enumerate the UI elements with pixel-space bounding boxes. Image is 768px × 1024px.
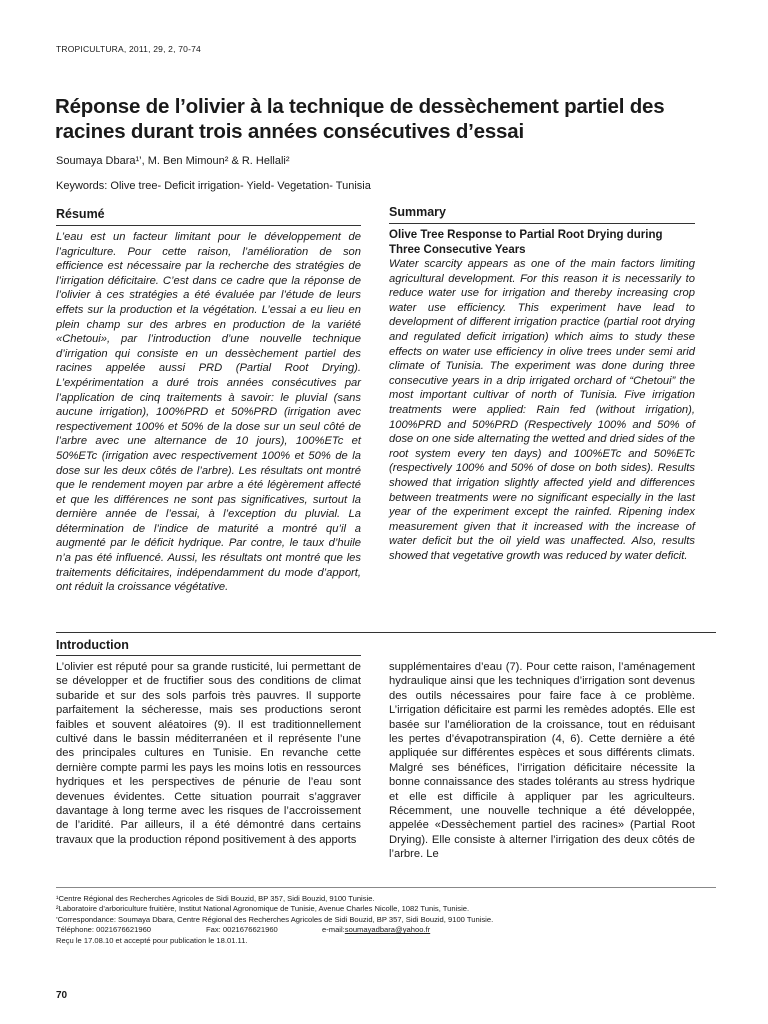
introduction-rule (56, 655, 361, 656)
summary-title: Olive Tree Response to Partial Root Drying during Three Consecutive Years (389, 229, 663, 256)
journal-citation: TROPICULTURA, 2011, 29, 2, 70-74 (56, 44, 201, 54)
summary-text: Water scarcity appears as one of the main factors limiting agricultural development. For this reason it is necessarily to reduce water use for irrigation and thereby increasing crop water use efficiency. This experiment have lead to development of different irrigation practice (partial root drying and regulated deficit irrigation) which aims to study these effects on water use efficiency in olive trees under semi arid climate of Tunisia. The experiment was done during three consecutive years in a drip irrigated orchard of “Chetoui” the most important cultivar of north of Tunisia. Five irrigation treatments were applied: Rain fed (without irrigation), 100%PRD and 50%PRD (Respectively 100% and 50% of dose on one side alternating the wetted and dried sides of the root system every ten days) and 100%ETc and 50%ETc (respectively 100% and 50% of dose on both sides). Results showed that irrigation slightly affected yield and differences between treatments were no significant especially in the last year of the experiment except the rainfed. Ripening index measurement given that it increased with the increase of water deficit but the oil yield was unaffected. Also, results showed that vegetative growth was reduced by water deficit. (389, 258, 695, 562)
resume-heading: Résumé (56, 207, 105, 221)
footnote-correspondence: ’Correspondance: Soumaya Dbara, Centre Régional des Recherches Agricoles de Sidi Bouzid, BP 357, Sidi Bouzid, 9100 Tunisie. (56, 914, 494, 924)
footnote-affiliation-1: ¹Centre Régional des Recherches Agricoles de Sidi Bouzid, BP 357, Sidi Bouzid, 9100 Tunisie. (56, 894, 375, 903)
section-divider (56, 632, 716, 633)
resume-text: L’eau est un facteur limitant pour le développement de l’agriculture. Pour cette raison, l’amélioration de son efficience est nécessaire par la recherche des stratégies de l’irrigation déficitaire. C’est dans ce cadre que la réponse de l’olivier à ces stratégies a été évaluée par l’étude de leurs effets sur la production et la végétation. L’essai a eu lieu en plein champ sur des arbres en production de la variété «Chetoui», par l’introduction d’une nouvelle technique d’irrigation qui consiste en un dessèchement partiel des racines appelée aussi PRD (Partial Root Drying). L’expérimentation a duré trois années consécutives par l’application de cinq traitements à savoir: le pluvial (sans aucune irrigation), 100%PRD et 50%PRD (irrigation avec respectivement 100% et 50% de la dose sur un seul côté de l’arbre avec une alternance de 10 jours), 100%ETc et 50%ETc (irrigation avec respectivement 100% et 50% de la dose sur les deux côtés de l’arbre). Les résultats ont montré que le rendement moyen par arbre a été légèrement affecté et que les différences ne sont pas significatives, surtout la dernière année de l’essai, à l’exception du pluvial. La détermination de l’indice de maturité a montré qu’il a augmenté par le déficit hydrique. Par contre, le taux d’huile n’a pas été influencé. Aussi, les résultats ont montré que les traitements déficitaires, indépendamment du mode d’apport, ont réduit la croissance végétative. (56, 231, 361, 594)
footnotes (56, 894, 716, 946)
footnote-email-label: e-mail: (322, 925, 345, 935)
footnote-divider (56, 887, 716, 888)
article-title: Réponse de l’olivier à la technique de dessèchement partiel des racines durant trois années consécutives d’essai (55, 95, 665, 143)
author-list: Soumaya Dbara¹’, M. Ben Mimoun² & R. Hellali² (56, 155, 290, 167)
resume-rule (56, 225, 361, 226)
introduction-heading: Introduction (56, 638, 129, 652)
summary-heading: Summary (389, 205, 446, 219)
footnote-affiliation-2: ²Laboratoire d’arboriculture fruitière, Institut National Agronomique de Tunisie, Avenue Charles Nicolle, 1082 Tunis, Tunisie. (56, 904, 470, 914)
keywords-line: Keywords: Olive tree- Deficit irrigation- Yield- Vegetation- Tunisia (56, 180, 371, 192)
footnote-phone: Téléphone: 0021676621960 (56, 925, 152, 935)
footnote-received: Reçu le 17.08.10 et accepté pour publication le 18.01.11. (56, 935, 248, 945)
page-number: 70 (56, 990, 68, 1001)
summary-rule (389, 223, 695, 224)
introduction-column-1: L’olivier est réputé pour sa grande rusticité, lui permettant de se développer et de fructifier sous des conditions de climat subaride et sur des sols parfois très pauvres. Il supporte parfaitement la sécheresse, mais ses productions seront faibles et souvent aléatoires (9). Il est traditionnellement cultivé dans le bassin méditerranéen et il représente l’une des principales cultures en Tunisie. En revanche cette dernière compte parmi les pays les moins lotis en ressources hydriques et les perspectives de pénurie de l’eau sont devenues évidentes. Cette situation pourrait s’aggraver davantage à long terme avec les risques de l’accroissement de l’aridité. Par ailleurs, il a été démontré dans certains travaux que la production répond positivement à des apports (56, 661, 361, 846)
footnote-fax: Fax: 0021676621960 (206, 925, 278, 935)
introduction-column-2: supplémentaires d’eau (7). Pour cette raison, l’aménagement hydraulique ainsi que les techniques d’irrigation sont devenus des outils nécessaires pour faire face à ce problème. L’irrigation déficitaire est parmi les remèdes adoptés. Elle est basée sur l’amélioration de la croissance, tout en réduisant les pertes d’évapotranspiration (4, 6). Cette dernière a été appliquée sur différentes espèces et sous différents climats. Malgré ses bénéfices, l’irrigation déficitaire nécessite la bonne connaissance des stades tolérants au stress hydrique et elle est difficile à appliquer par les agriculteurs. Récemment, une nouvelle technique a été développée, appelée «Dessèchement partiel des racines» (Partial Root Drying). Elle consiste à alterner l’irrigation des deux côtés de l’arbre. Le (389, 661, 695, 861)
footnote-contact (56, 925, 716, 935)
footnote-email-link[interactable]: soumayadbara@yahoo.fr (344, 925, 431, 935)
